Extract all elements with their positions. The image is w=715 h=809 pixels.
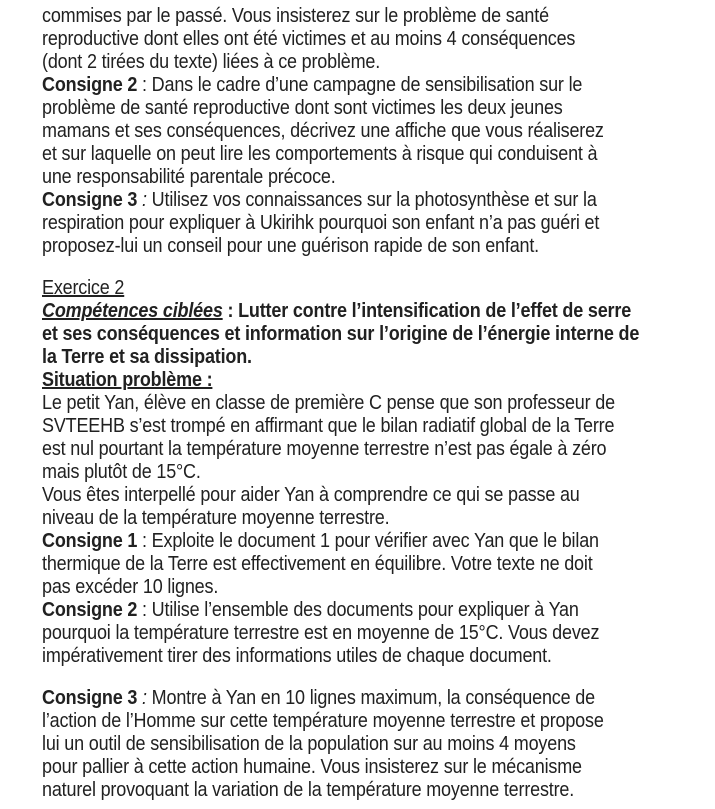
text-segment: Montre à Yan en 10 lignes maximum, la conséquence de: [146, 687, 595, 709]
text-line: [42, 599, 672, 622]
text-segment: Le petit Yan, élève en classe de première C pense que son professeur de: [42, 392, 615, 414]
text-line: [42, 277, 672, 300]
text-line: [42, 323, 672, 346]
text-segment: reproductive dont elles ont été victimes et au moins 4 conséquences: [42, 28, 576, 50]
text-segment: lui un outil de sensibilisation de la population sur au moins 4 moyens: [42, 733, 576, 755]
text-line: [42, 120, 672, 143]
text-line: [42, 346, 672, 369]
consigne-1-label: Consigne 1: [42, 530, 138, 552]
text-segment: niveau de la température moyenne terrestre.: [42, 507, 390, 529]
text-segment: pourquoi la température terrestre est en moyenne de 15°C. Vous devez: [42, 622, 600, 644]
text-segment: :: [137, 687, 147, 709]
text-segment: : Lutter contre l’intensification de l’effet de serre: [222, 300, 632, 322]
text-line: [42, 166, 672, 189]
blank-line: [42, 668, 672, 687]
text-line: [42, 438, 672, 461]
text-segment: impérativement tirer des informations utiles de chaque document.: [42, 645, 552, 667]
text-segment: proposez-lui un conseil pour une guérison rapide de son enfant.: [42, 235, 540, 257]
text-segment: (dont 2 tirées du texte) liées à ce problème.: [42, 51, 381, 73]
text-line: [42, 5, 672, 28]
text-line: [42, 461, 672, 484]
text-segment: SVTEEHB s’est trompé en affirmant que le bilan radiatif global de la Terre: [42, 415, 615, 437]
text-segment: est nul pourtant la température moyenne terrestre n’est pas égale à zéro: [42, 438, 607, 460]
text-segment: et sur laquelle on peut lire les comportements à risque qui conduisent à: [42, 143, 598, 165]
text-line: [42, 622, 672, 645]
consigne-2-label: Consigne 2: [42, 74, 138, 96]
text-line: [42, 212, 672, 235]
text-segment: et ses conséquences et information sur l’origine de l’énergie interne de: [42, 323, 640, 345]
text-segment: : Utilise l’ensemble des documents pour expliquer à Yan: [137, 599, 579, 621]
text-segment: respiration pour expliquer à Ukirihk pourquoi son enfant n’a pas guéri et: [42, 212, 600, 234]
text-line: [42, 645, 672, 668]
text-segment: thermique de la Terre est effectivement en équilibre. Votre texte ne doit: [42, 553, 593, 575]
text-segment: problème de santé reproductive dont sont victimes les deux jeunes: [42, 97, 563, 119]
competences-label: Compétences ciblées: [42, 300, 223, 322]
consigne-3-label: Consigne 3: [42, 687, 138, 709]
text-line: [42, 507, 672, 530]
text-segment: mamans et ses conséquences, décrivez une affiche que vous réaliserez: [42, 120, 604, 142]
text-line: [42, 576, 672, 599]
consigne-3-label: Consigne 3: [42, 189, 138, 211]
consigne-2-label: Consigne 2: [42, 599, 138, 621]
text-line: [42, 733, 672, 756]
situation-probleme-label: Situation problème :: [42, 369, 213, 391]
text-line: [42, 51, 672, 74]
text-segment: pas excéder 10 lignes.: [42, 576, 219, 598]
text-line: [42, 28, 672, 51]
text-segment: la Terre et sa dissipation.: [42, 346, 252, 368]
text-line: [42, 74, 672, 97]
text-segment: mais plutôt de 15°C.: [42, 461, 201, 483]
text-line: [42, 97, 672, 120]
blank-line: [42, 258, 672, 277]
text-segment: naturel provoquant la variation de la température moyenne terrestre.: [42, 779, 575, 801]
text-line: [42, 687, 672, 710]
text-line: [42, 392, 672, 415]
text-segment: une responsabilité parentale précoce.: [42, 166, 336, 188]
text-segment: : Dans le cadre d’une campagne de sensibilisation sur le: [137, 74, 583, 96]
text-line: [42, 369, 672, 392]
text-line: [42, 484, 672, 507]
text-line: [42, 143, 672, 166]
text-segment: l’action de l’Homme sur cette température moyenne terrestre et propose: [42, 710, 604, 732]
text-segment: Utilisez vos connaissances sur la photosynthèse et sur la: [146, 189, 597, 211]
text-segment: :: [137, 189, 147, 211]
text-line: [42, 235, 672, 258]
document-text: [42, 5, 672, 802]
text-segment: commises par le passé. Vous insisterez sur le problème de santé: [42, 5, 549, 27]
text-segment: : Exploite le document 1 pour vérifier avec Yan que le bilan: [137, 530, 599, 552]
text-line: [42, 756, 672, 779]
exercise-2-title: Exercice 2: [42, 277, 125, 299]
text-line: [42, 553, 672, 576]
text-line: [42, 189, 672, 212]
text-line: [42, 415, 672, 438]
text-line: [42, 300, 672, 323]
text-segment: Vous êtes interpellé pour aider Yan à comprendre ce qui se passe au: [42, 484, 580, 506]
text-line: [42, 710, 672, 733]
text-line: [42, 530, 672, 553]
text-line: [42, 779, 672, 802]
text-segment: pour pallier à cette action humaine. Vous insisterez sur le mécanisme: [42, 756, 582, 778]
